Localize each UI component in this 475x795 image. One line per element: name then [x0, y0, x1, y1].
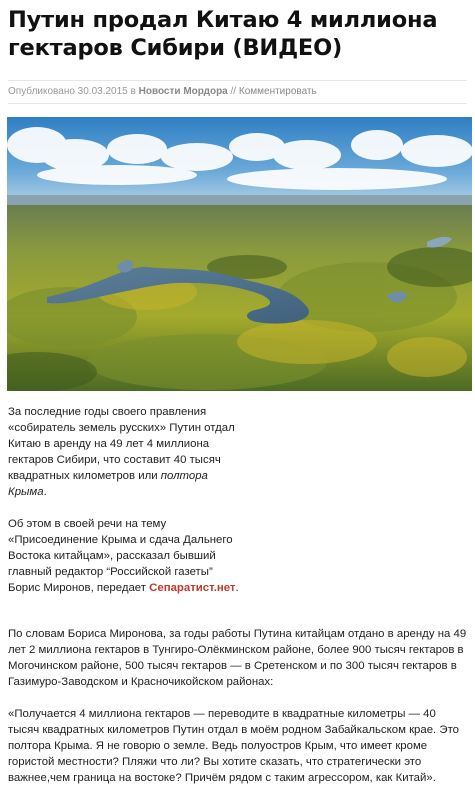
paragraph-intro-italic: полтора Крыма — [8, 470, 208, 498]
aerial-taiga-river-photo-icon — [7, 117, 472, 391]
paragraph-intro — [8, 404, 243, 500]
source-link[interactable]: Сепаратист.нет — [149, 582, 236, 594]
paragraph-quote: «Получается 4 миллиона гектаров — переводите в квадратные километры — 40 тысяч квадратных километров Путин отдал в моём родном Забайкальском крае. Это полтора Крыма. Я не говорю о земле. Ведь полуостров Крым, что имеет кроме гористой местности? Пляжи что ли? Вы хотите сказать, что стратегически это важнее,чем граница на востоке? Причём рядом с таким агрессором, как Китай». — [8, 708, 459, 784]
paragraph-source — [8, 516, 243, 596]
paragraph-districts: По словам Бориса Миронова, за годы работы Путина китайцам отдано в аренду на 49 лет 2 миллиона гектаров в Тунгиро-Олёкминском районе, более 900 тысяч гектаров в Могочинском районе, 500 тысяч гектаров — в Сретенском и по 300 тысяч гектаров в Газимуро-Заводском и Красночикойском районах: — [8, 628, 467, 688]
published-date: Опубликовано 30.03.2015 в — [8, 86, 139, 97]
paragraph-intro-end: . — [43, 486, 47, 498]
category-link[interactable]: Новости Мордора — [138, 86, 228, 97]
meta-separator: // — [227, 86, 239, 97]
post-meta — [8, 80, 467, 104]
article-photo — [7, 117, 472, 391]
paragraph-source-end: . — [235, 582, 239, 594]
article-title: Путин продал Китаю 4 миллиона гектаров Сибири (ВИДЕО) — [8, 7, 438, 61]
comment-link[interactable]: Комментировать — [238, 86, 317, 97]
paragraph-source-text: Об этом в своей речи на тему «Присоединение Крыма и сдача Дальнего Востока китайцам», рассказал бывший главный редактор “Российской газеты” Борис Миронов, передает — [8, 518, 233, 594]
paragraph-intro-text: За последние годы своего правления «собиратель земель русских» Путин отдал Китаю в аренду на 49 лет 4 миллиона гектаров Сибири, что составит 40 тысяч квадратных километров или — [8, 406, 235, 482]
